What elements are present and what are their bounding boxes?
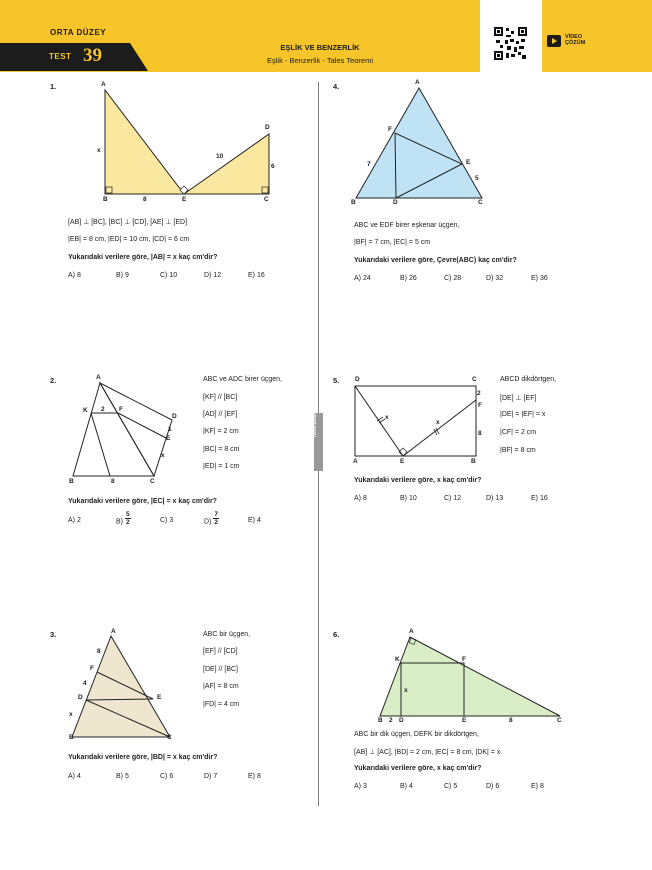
video-label-1: VİDEO <box>565 34 583 40</box>
q2-option-c[interactable]: C) 3 <box>160 517 174 524</box>
q2-question: Yukarıdaki verilere göre, |EC| = x kaç cm'dir? <box>68 498 217 505</box>
test-number: 39 <box>83 45 102 66</box>
q3-label-x: x <box>69 711 73 718</box>
q1-label-x: x <box>97 147 101 154</box>
q2-line-1: ABC ve ADC birer üçgen, <box>203 376 282 383</box>
q2-line-4: |KF| = 2 cm <box>203 428 239 435</box>
q6-triangle-abc <box>380 637 560 716</box>
q3-option-d[interactable]: D) 7 <box>204 773 218 780</box>
q4-number: 4. <box>333 82 340 91</box>
q2-label-e: E <box>166 435 171 442</box>
q5-line-1: ABCD dikdörtgen, <box>500 376 557 383</box>
q4-label-c: C <box>478 199 483 206</box>
q1-option-e[interactable]: E) 16 <box>248 272 265 279</box>
q6-label-x: x <box>404 687 408 694</box>
q2-option-b-letter: B) <box>116 518 123 526</box>
q6-label-2: 2 <box>389 717 393 724</box>
q5-label-x1: x <box>385 414 389 421</box>
q4-option-d[interactable]: D) 32 <box>486 275 504 282</box>
video-label-2: ÇÖZÜM <box>565 40 586 46</box>
q5-label-b: B <box>471 458 476 465</box>
q2-option-b-den: 2 <box>125 519 130 526</box>
q1-question: Yukarıdaki verilere göre, |AB| = x kaç cm'dir? <box>68 254 218 261</box>
q3-line-2: [EF] // [CD] <box>203 648 238 655</box>
q6-label-d: D <box>399 717 404 724</box>
q2-option-a[interactable]: A) 2 <box>68 517 81 524</box>
q6-option-b[interactable]: B) 4 <box>400 783 413 790</box>
q2-option-d-letter: D) <box>204 518 212 526</box>
q2-line-5: |BC| = 8 cm <box>203 446 240 453</box>
q5-label-8: 8 <box>478 430 482 437</box>
q2-line-2: [KF] // [BC] <box>203 394 238 401</box>
q1-label-a: A <box>101 81 106 88</box>
q2-label-k: K <box>83 407 88 414</box>
q2-option-b-num: 5 <box>125 511 130 518</box>
q1-label-b: B <box>103 196 108 203</box>
q6-option-c[interactable]: C) 5 <box>444 783 458 790</box>
q1-label-8: 8 <box>143 196 147 203</box>
q6-label-c: C <box>557 717 562 724</box>
q1-line-1: [AB] ⊥ [BC], [BC] ⊥ [CD], [AE] ⊥ [ED] <box>68 219 188 226</box>
q1-label-6: 6 <box>271 163 275 170</box>
q6-label-e: E <box>462 717 467 724</box>
q2-line-3: [AD] // [EF] <box>203 411 238 418</box>
q6-option-d[interactable]: D) 6 <box>486 783 500 790</box>
q4-label-b: B <box>351 199 356 206</box>
q4-label-a: A <box>415 79 420 86</box>
q2-label-c: C <box>150 478 155 485</box>
q5-line-4: |CF| = 2 cm <box>500 429 537 436</box>
q2-label-a: A <box>96 374 101 381</box>
q2-option-d-den: 2 <box>214 519 218 526</box>
q5-option-e[interactable]: E) 16 <box>531 495 548 502</box>
q3-line-4: |AF| = 8 cm <box>203 683 239 690</box>
q6-number: 6. <box>333 630 340 639</box>
q3-line-3: [DE] // [BC] <box>203 666 239 673</box>
q5-label-a: A <box>353 458 358 465</box>
q2-label-f: F <box>119 406 123 413</box>
q3-line-5: |FD| = 4 cm <box>203 701 240 708</box>
q4-option-e[interactable]: E) 36 <box>531 275 548 282</box>
q5-option-b[interactable]: B) 10 <box>400 495 417 502</box>
q2-label-2: 2 <box>101 406 105 413</box>
q3-line-1: ABC bir üçgen, <box>203 631 251 638</box>
q4-label-d: D <box>393 199 398 206</box>
q5-label-c: C <box>472 376 477 383</box>
q3-label-e: E <box>157 694 162 701</box>
q5-label-e: E <box>400 458 405 465</box>
q4-line-1: ABC ve EDF birer eşkenar üçgen, <box>354 222 460 229</box>
q5-line-2: [DE] ⊥ [EF] <box>500 395 537 402</box>
q4-option-c[interactable]: C) 28 <box>444 275 462 282</box>
q3-label-8: 8 <box>97 648 101 655</box>
q4-label-7: 7 <box>367 161 371 168</box>
q3-label-f: F <box>90 665 94 672</box>
q5-option-d[interactable]: D) 13 <box>486 495 504 502</box>
q2-option-d-num: 7 <box>214 511 218 518</box>
q4-line-2: |BF| = 7 cm, |EC| = 5 cm <box>354 239 431 246</box>
q6-label-a: A <box>409 628 414 635</box>
q5-line-3: |DE| = |EF| = x <box>500 411 546 418</box>
q6-line-1: ABC bir dik üçgen, DEFK bir dikdörtgen, <box>354 731 479 738</box>
q5-label-f: F <box>478 402 482 409</box>
q5-line-5: |BF| = 8 cm <box>500 447 536 454</box>
q2-label-8: 8 <box>111 478 115 485</box>
q3-question: Yukarıdaki verilere göre, |BD| = x kaç cm'dir? <box>68 754 218 761</box>
q3-option-e[interactable]: E) 8 <box>248 773 261 780</box>
q2-number: 2. <box>50 376 57 385</box>
q4-label-f: F <box>388 126 392 133</box>
q3-option-c[interactable]: C) 6 <box>160 773 174 780</box>
q6-label-k: K <box>395 656 400 663</box>
q1-option-c[interactable]: C) 10 <box>160 272 178 279</box>
q2-label-d: D <box>172 413 177 420</box>
q4-option-b[interactable]: B) 26 <box>400 275 417 282</box>
q2-label-1: 1 <box>168 426 172 433</box>
q6-label-b: B <box>378 717 383 724</box>
q5-label-d: D <box>355 376 360 383</box>
q2-label-x: x <box>161 452 165 459</box>
q2-option-e[interactable]: E) 4 <box>248 517 261 524</box>
q1-option-d[interactable]: D) 12 <box>204 272 222 279</box>
q3-number: 3. <box>50 630 57 639</box>
q1-label-d: D <box>265 124 270 131</box>
q6-option-a[interactable]: A) 3 <box>354 783 367 790</box>
q2-line-6: |ED| = 1 cm <box>203 463 240 470</box>
q6-line-2: [AB] ⊥ [AC], |BD| = 2 cm, |EC| = 8 cm, |DK| = x <box>354 749 501 756</box>
q4-label-e: E <box>466 159 471 166</box>
q3-label-4: 4 <box>83 680 87 687</box>
q6-label-f: F <box>462 656 466 663</box>
q4-question: Yukarıdaki verilere göre, Çevre(ABC) kaç cm'dir? <box>354 257 517 264</box>
q5-option-a[interactable]: A) 8 <box>354 495 367 502</box>
q2-label-b: B <box>69 478 74 485</box>
q1-number: 1. <box>50 82 57 91</box>
q4-option-a[interactable]: A) 24 <box>354 275 371 282</box>
q3-label-d: D <box>78 694 83 701</box>
q6-option-e[interactable]: E) 8 <box>531 783 544 790</box>
q5-number: 5. <box>333 376 340 385</box>
q3-option-a[interactable]: A) 4 <box>68 773 81 780</box>
q1-option-b[interactable]: B) 9 <box>116 272 129 279</box>
page-title: EŞLİK VE BENZERLİK <box>280 43 360 52</box>
q1-label-c: C <box>264 196 269 203</box>
q6-label-8: 8 <box>509 717 513 724</box>
level-label: ORTA DÜZEY <box>50 28 107 37</box>
q1-line-2: |EB| = 8 cm, |ED| = 10 cm, |CD| = 6 cm <box>68 236 190 243</box>
q4-label-5: 5 <box>475 175 479 182</box>
q1-option-a[interactable]: A) 8 <box>68 272 81 279</box>
page-subtitle: Eşlik - Benzerlik - Tales Teoremi <box>266 56 373 65</box>
q1-label-10: 10 <box>216 153 224 160</box>
q3-label-a: A <box>111 628 116 635</box>
side-tab-text: Tümü Bulunur <box>312 407 317 438</box>
q5-label-2: 2 <box>477 390 481 397</box>
q6-question: Yukarıdaki verilere göre, x kaç cm'dir? <box>354 765 482 772</box>
q3-label-c: C <box>167 734 172 741</box>
q3-option-b[interactable]: B) 5 <box>116 773 129 780</box>
q5-option-c[interactable]: C) 12 <box>444 495 462 502</box>
q1-label-e: E <box>182 196 187 203</box>
q5-question: Yukarıdaki verilere göre, x kaç cm'dir? <box>354 477 482 484</box>
test-label: TEST <box>49 52 72 61</box>
q3-label-b: B <box>69 734 74 741</box>
q5-label-x2: x <box>436 419 440 426</box>
